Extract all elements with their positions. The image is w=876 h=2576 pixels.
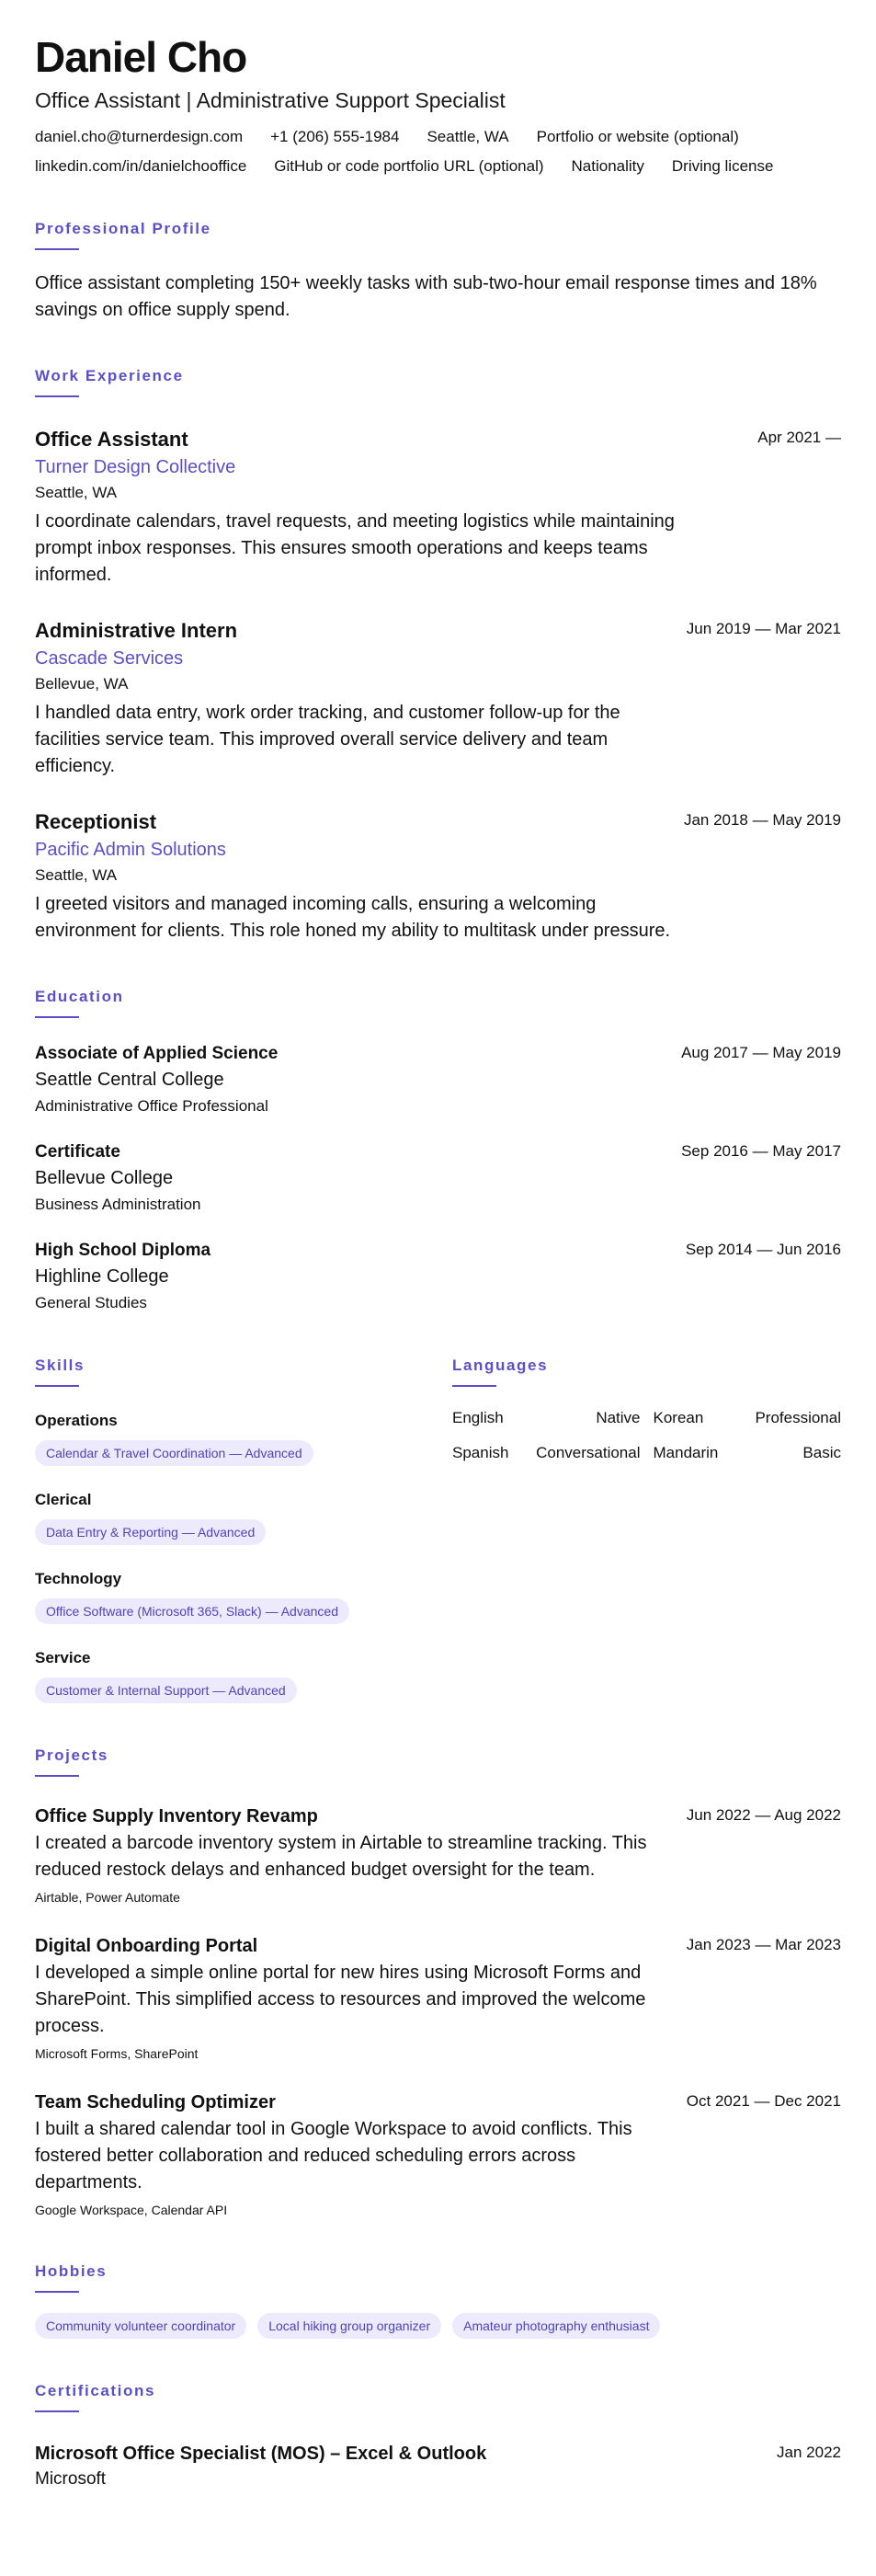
project-entry bbox=[35, 2090, 841, 2219]
hobby-chip: Local hiking group organizer bbox=[257, 2313, 441, 2339]
section-title-languages: Languages bbox=[452, 1357, 549, 1374]
section-divider bbox=[35, 1016, 79, 1018]
resume-header bbox=[35, 31, 841, 177]
projects-section bbox=[35, 1746, 841, 2219]
contact-driving-license: Driving license bbox=[671, 157, 774, 175]
job-description: I coordinate calendars, travel requests, and meeting logistics while maintaining prompt inbox responses. This ensures smooth operations and keeps teams informed. bbox=[35, 511, 675, 585]
education-dates: Aug 2017 — May 2019 bbox=[681, 1044, 841, 1061]
project-title: Team Scheduling Optimizer bbox=[35, 2092, 276, 2112]
experience-section bbox=[35, 366, 841, 945]
skill-group bbox=[35, 1411, 452, 1466]
section-title-profile: Professional Profile bbox=[35, 220, 211, 237]
education-school: Bellevue College bbox=[35, 1168, 174, 1188]
education-entry bbox=[35, 1239, 841, 1313]
education-field: General Studies bbox=[35, 1294, 147, 1311]
job-dates: Jun 2019 — Mar 2021 bbox=[686, 620, 841, 637]
contact-portfolio[interactable]: Portfolio or website (optional) bbox=[536, 128, 739, 145]
contact-phone[interactable]: +1 (206) 555-1984 bbox=[270, 128, 400, 145]
job-dates: Jan 2018 — May 2019 bbox=[683, 811, 841, 829]
skill-group-name: Operations bbox=[35, 1412, 118, 1429]
project-title: Digital Onboarding Portal bbox=[35, 1936, 258, 1956]
section-title-projects: Projects bbox=[35, 1746, 108, 1764]
education-degree: Certificate bbox=[35, 1142, 120, 1162]
profile-section bbox=[35, 219, 841, 324]
skill-group-name: Service bbox=[35, 1649, 91, 1666]
contact-location: Seattle, WA bbox=[427, 128, 509, 145]
project-title: Office Supply Inventory Revamp bbox=[35, 1806, 318, 1826]
language-item bbox=[452, 1407, 641, 1429]
skill-chip: Customer & Internal Support — Advanced bbox=[35, 1677, 297, 1703]
contact-email[interactable]: daniel.cho@turnerdesign.com bbox=[35, 128, 244, 145]
contact-row-2 bbox=[35, 156, 841, 177]
education-dates: Sep 2014 — Jun 2016 bbox=[685, 1241, 841, 1258]
certifications-section bbox=[35, 2381, 841, 2491]
certification-date: Jan 2022 bbox=[777, 2444, 841, 2461]
project-description: I created a barcode inventory system in Airtable to streamline tracking. This reduced restock delays and enhanced budget oversight for the team. bbox=[35, 1833, 647, 1880]
job-company: Turner Design Collective bbox=[35, 457, 236, 477]
project-dates: Jun 2022 — Aug 2022 bbox=[686, 1806, 841, 1824]
job-title: Office Assistant bbox=[35, 428, 188, 451]
candidate-headline: Office Assistant | Administrative Support Specialist bbox=[35, 88, 506, 112]
section-divider bbox=[452, 1385, 496, 1387]
contact-nationality: Nationality bbox=[571, 157, 644, 175]
hobby-chips bbox=[35, 2302, 841, 2339]
section-title-certifications: Certifications bbox=[35, 2382, 156, 2399]
language-level: Conversational bbox=[536, 1444, 641, 1461]
job-location: Seattle, WA bbox=[35, 484, 118, 501]
section-divider bbox=[35, 2291, 79, 2293]
section-divider bbox=[35, 1385, 79, 1387]
skill-chip: Calendar & Travel Coordination — Advanced bbox=[35, 1440, 313, 1466]
education-section bbox=[35, 987, 841, 1313]
education-dates: Sep 2016 — May 2017 bbox=[681, 1142, 841, 1160]
job-entry bbox=[35, 427, 841, 589]
language-item bbox=[654, 1407, 842, 1429]
certification-entry bbox=[35, 2442, 841, 2491]
language-level: Professional bbox=[755, 1409, 841, 1426]
education-field: Administrative Office Professional bbox=[35, 1097, 268, 1115]
section-divider bbox=[35, 1775, 79, 1777]
project-description: I developed a simple online portal for new hires using Microsoft Forms and SharePoint. This simplified access to resources and improved the welcome process. bbox=[35, 1963, 646, 2036]
skill-group bbox=[35, 1490, 452, 1545]
education-degree: Associate of Applied Science bbox=[35, 1044, 279, 1063]
job-dates: Apr 2021 — bbox=[757, 429, 841, 446]
language-level: Basic bbox=[802, 1444, 841, 1461]
contact-row-1 bbox=[35, 127, 841, 147]
language-item bbox=[654, 1442, 842, 1464]
language-name: Korean bbox=[653, 1409, 704, 1426]
project-dates: Oct 2021 — Dec 2021 bbox=[686, 2092, 841, 2110]
contact-linkedin[interactable]: linkedin.com/in/danielchooffice bbox=[35, 157, 247, 175]
job-company: Cascade Services bbox=[35, 648, 184, 669]
hobby-chip: Community volunteer coordinator bbox=[35, 2313, 246, 2339]
project-description: I built a shared calendar tool in Google Workspace to avoid conflicts. This fostered better collaboration and reduced scheduling errors across departments. bbox=[35, 2119, 632, 2192]
language-item bbox=[452, 1442, 641, 1464]
education-degree: High School Diploma bbox=[35, 1241, 211, 1260]
skills-section bbox=[35, 1356, 452, 1703]
project-tech: Microsoft Forms, SharePoint bbox=[35, 2046, 199, 2061]
section-divider bbox=[35, 248, 79, 250]
language-name: English bbox=[452, 1409, 504, 1426]
skill-group-name: Clerical bbox=[35, 1491, 92, 1508]
education-entry bbox=[35, 1140, 841, 1215]
skill-group bbox=[35, 1648, 452, 1703]
certification-issuer: Microsoft bbox=[35, 2469, 107, 2489]
project-tech: Airtable, Power Automate bbox=[35, 1890, 180, 1905]
job-title: Administrative Intern bbox=[35, 619, 238, 642]
certification-name: Microsoft Office Specialist (MOS) – Excel & Outlook bbox=[35, 2444, 487, 2464]
section-divider bbox=[35, 2410, 79, 2412]
candidate-name: Daniel Cho bbox=[35, 33, 247, 81]
languages-grid bbox=[452, 1407, 841, 1464]
education-field: Business Administration bbox=[35, 1196, 201, 1213]
job-description: I greeted visitors and managed incoming calls, ensuring a welcoming environment for clients. This role honed my ability to multitask under pressure. bbox=[35, 894, 671, 941]
job-company: Pacific Admin Solutions bbox=[35, 840, 226, 860]
project-dates: Jan 2023 — Mar 2023 bbox=[686, 1936, 841, 1953]
job-location: Bellevue, WA bbox=[35, 675, 129, 693]
skills-languages-row bbox=[35, 1356, 841, 1703]
skill-chip: Data Entry & Reporting — Advanced bbox=[35, 1519, 266, 1545]
job-entry bbox=[35, 809, 841, 945]
project-tech: Google Workspace, Calendar API bbox=[35, 2203, 228, 2217]
job-title: Receptionist bbox=[35, 810, 157, 833]
language-level: Native bbox=[596, 1409, 641, 1426]
project-entry bbox=[35, 1934, 841, 2063]
education-entry bbox=[35, 1042, 841, 1116]
skill-chip: Office Software (Microsoft 365, Slack) — Advanced bbox=[35, 1598, 349, 1624]
languages-section bbox=[452, 1356, 841, 1703]
education-school: Seattle Central College bbox=[35, 1070, 224, 1090]
section-title-education: Education bbox=[35, 988, 124, 1005]
profile-summary: Office assistant completing 150+ weekly tasks with sub-two-hour email response times and 18% savings on office supply spend. bbox=[35, 273, 817, 320]
section-title-hobbies: Hobbies bbox=[35, 2262, 108, 2280]
language-name: Spanish bbox=[452, 1444, 509, 1461]
job-entry bbox=[35, 618, 841, 780]
contact-github[interactable]: GitHub or code portfolio URL (optional) bbox=[274, 157, 544, 175]
skill-group bbox=[35, 1569, 452, 1624]
section-title-skills: Skills bbox=[35, 1357, 85, 1374]
skill-group-name: Technology bbox=[35, 1570, 122, 1587]
hobby-chip: Amateur photography enthusiast bbox=[452, 2313, 660, 2339]
language-name: Mandarin bbox=[653, 1444, 719, 1461]
job-location: Seattle, WA bbox=[35, 866, 118, 884]
project-entry bbox=[35, 1804, 841, 1906]
section-divider bbox=[35, 395, 79, 397]
section-title-experience: Work Experience bbox=[35, 367, 184, 384]
job-description: I handled data entry, work order tracking, and customer follow-up for the facilities service team. This improved overall service delivery and team efficiency. bbox=[35, 703, 620, 776]
hobbies-section bbox=[35, 2261, 841, 2339]
education-school: Highline College bbox=[35, 1266, 169, 1287]
